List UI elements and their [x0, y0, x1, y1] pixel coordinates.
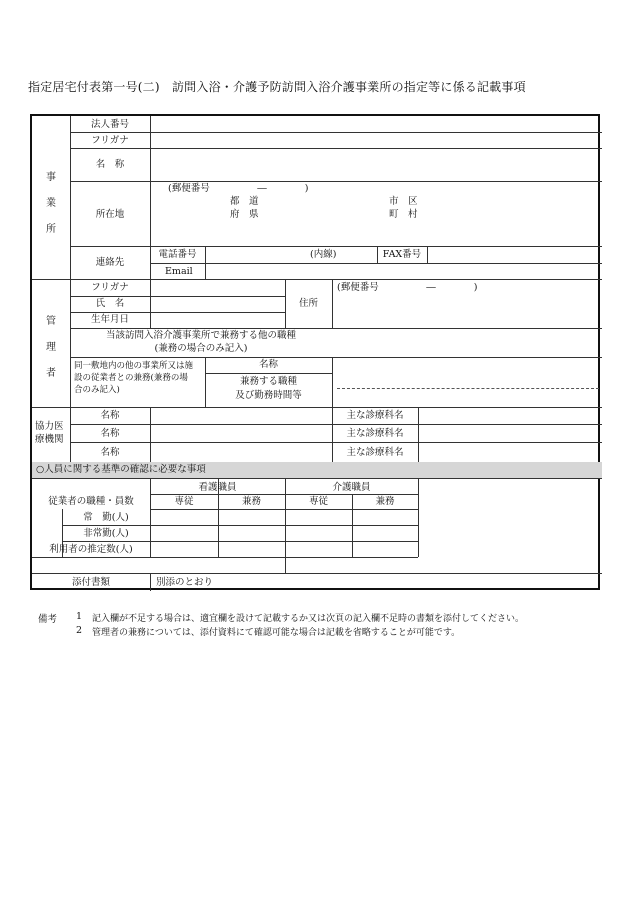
partner-dept-label-2: 主な診療科名	[346, 428, 404, 439]
extension-label: (内線)	[310, 249, 337, 260]
note-number-1: 1	[76, 611, 83, 622]
manager-address-field[interactable]	[333, 280, 601, 327]
partner-name-label-3: 名称	[100, 447, 120, 458]
partner-label-1: 協力医	[35, 421, 64, 432]
corp-number-label: 法人番号	[90, 119, 129, 130]
nurse-header: 看護職員	[198, 482, 237, 493]
office-fuken-label: 府 県	[230, 209, 259, 220]
regular-caregiver-fulltime[interactable]	[286, 510, 351, 524]
duty-label-2: 及び勤務時間等	[235, 390, 302, 401]
manager-side-label: 管 理 者	[46, 316, 56, 379]
partner-name-label-2: 名称	[100, 428, 120, 439]
office-name-label: 名 称	[95, 159, 125, 170]
other-facility-name-field[interactable]	[333, 358, 601, 373]
office-name-field[interactable]	[151, 149, 601, 180]
form-table	[30, 114, 600, 590]
other-facility-name-label: 名称	[258, 359, 278, 370]
parttime-label: 非常勤(人)	[83, 528, 129, 539]
caregiver-fulltime-header: 専従	[308, 496, 328, 507]
other-facility-label-1: 同一敷地内の他の事業所又は施	[74, 361, 194, 371]
note-text-2: 管理者の兼務については、添付資料にて確認可能な場合は記載を省略することが可能です。	[92, 628, 461, 638]
partner-dept-label-3: 主な診療科名	[346, 447, 404, 458]
office-postal-label: (郵便番号 ― )	[168, 183, 309, 194]
fax-label: FAX番号	[382, 249, 422, 260]
office-chouson-label: 町 村	[389, 209, 418, 220]
note-text-1: 記入欄が不足する場合は、適宜欄を設けて記載するか又は次頁の記入欄不足時の書類を添付してください。	[92, 614, 525, 624]
office-address-field[interactable]	[151, 182, 601, 245]
manager-birth-label: 生年月日	[90, 314, 129, 325]
manager-birth-field[interactable]	[151, 313, 284, 327]
duty-field[interactable]	[333, 374, 601, 406]
manager-name-field[interactable]	[151, 297, 284, 311]
regular-caregiver-concurrent[interactable]	[353, 510, 417, 524]
partner-name-label-1: 名称	[100, 410, 120, 421]
concurrent-job-field[interactable]	[333, 329, 601, 356]
office-address-label: 所在地	[95, 209, 125, 220]
concurrent-job-label-2: (兼務の場合のみ記入)	[154, 343, 248, 354]
manager-address-label: 住所	[298, 298, 318, 309]
regular-label: 常 勤(人)	[83, 512, 129, 523]
partner-dept-field-2[interactable]	[419, 425, 601, 441]
manager-furigana-label: フリガナ	[91, 282, 129, 293]
other-facility-label-3: 合のみ記入)	[74, 385, 120, 395]
staff-section-title: ○人員に関する基準の確認に必要な事項	[36, 464, 206, 475]
manager-furigana-field[interactable]	[151, 280, 284, 295]
phone-field[interactable]	[206, 247, 376, 262]
regular-nurse-concurrent[interactable]	[219, 510, 284, 524]
users-field[interactable]	[151, 542, 284, 556]
users-label: 利用者の推定数(人)	[49, 544, 133, 555]
partner-name-field-2[interactable]	[151, 425, 331, 441]
duty-label-1: 兼務する職種	[239, 376, 297, 387]
nurse-concurrent-header: 兼務	[241, 496, 261, 507]
contact-label: 連絡先	[95, 257, 125, 268]
phone-label: 電話番号	[158, 249, 197, 260]
office-side-label: 事 業 所	[46, 172, 56, 235]
partner-dept-label-1: 主な診療科名	[346, 410, 404, 421]
other-facility-label-2: 設の従業者との兼務(兼務の場	[74, 373, 188, 383]
attachments-value: 別添のとおり	[156, 577, 214, 588]
parttime-nurse-concurrent[interactable]	[219, 526, 284, 540]
attachments-label: 添付書類	[71, 577, 110, 588]
regular-nurse-fulltime[interactable]	[151, 510, 217, 524]
email-label: Email	[165, 266, 193, 277]
caregiver-concurrent-header: 兼務	[375, 496, 395, 507]
manager-postal-label: (郵便番号 ― )	[337, 282, 478, 293]
partner-dept-field-3[interactable]	[419, 443, 601, 461]
fax-field[interactable]	[428, 247, 601, 262]
office-furigana-label: フリガナ	[91, 135, 129, 146]
job-count-label: 従業者の職種・員数	[48, 496, 134, 507]
email-field[interactable]	[206, 264, 601, 278]
corp-number-field[interactable]	[151, 117, 601, 131]
form-title: 指定居宅付表第一号(二) 訪問入浴・介護予防訪問入浴介護事業所の指定等に係る記載事項	[28, 80, 526, 94]
parttime-nurse-fulltime[interactable]	[151, 526, 217, 540]
note-number-2: 2	[76, 625, 83, 636]
partner-dept-field-1[interactable]	[419, 408, 601, 423]
office-todo-label: 都 道	[230, 196, 259, 207]
partner-name-field-1[interactable]	[151, 408, 331, 423]
manager-name-label: 氏 名	[95, 298, 125, 309]
office-shiku-label: 市 区	[389, 196, 418, 207]
parttime-caregiver-fulltime[interactable]	[286, 526, 351, 540]
concurrent-job-label-1: 当該訪問入浴介護事業所で兼務する他の職種	[105, 330, 296, 341]
staff-section-header	[32, 462, 602, 478]
nurse-fulltime-header: 専従	[174, 496, 194, 507]
partner-label-2: 療機関	[35, 434, 64, 445]
notes-label: 備考	[38, 614, 58, 625]
office-furigana-field[interactable]	[151, 133, 601, 147]
partner-name-field-3[interactable]	[151, 443, 331, 461]
caregiver-header: 介護職員	[332, 482, 371, 493]
parttime-caregiver-concurrent[interactable]	[353, 526, 417, 540]
